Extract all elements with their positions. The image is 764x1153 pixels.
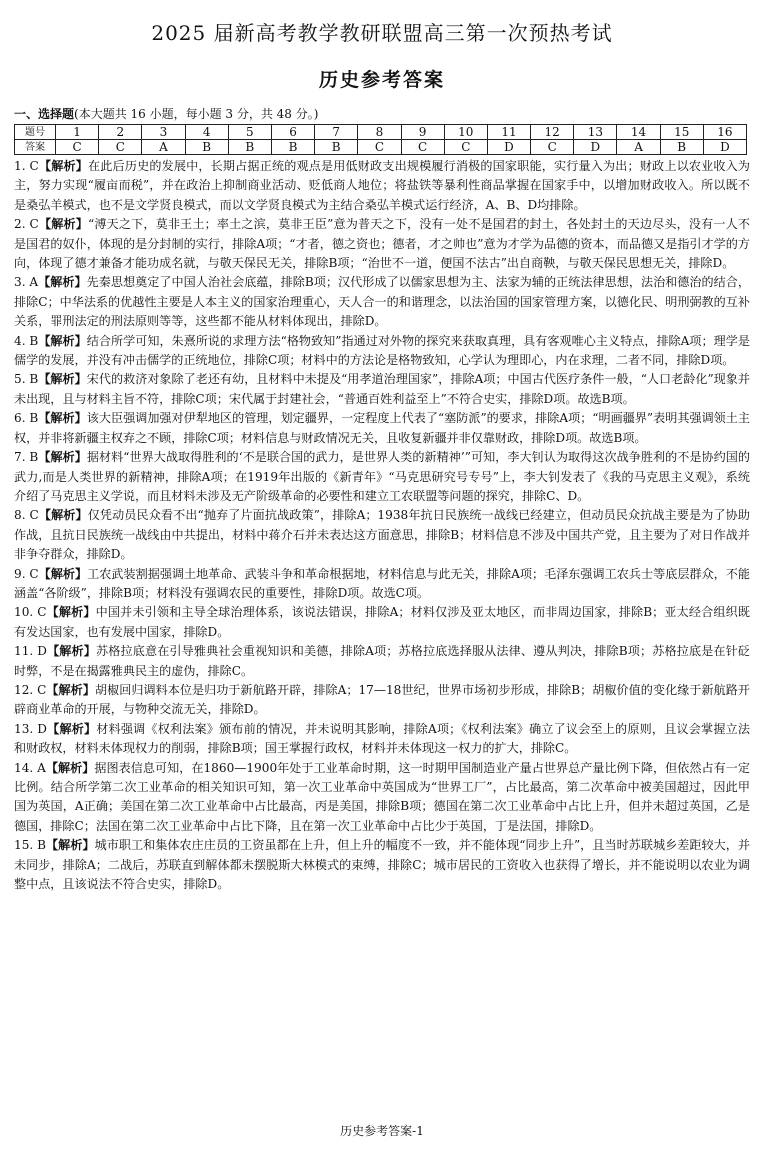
row-label-answer: 答案 — [15, 140, 56, 155]
explanation-item — [14, 720, 750, 759]
explanation-item — [14, 681, 750, 720]
item-number-answer: 8. C — [14, 508, 39, 523]
answer-cell: C — [358, 140, 401, 155]
analysis-text: 工农武装割据强调土地革命、武装斗争和革命根据地，材料信息与此无关，排除A项；毛泽东强调工农兵士等底层群众，不能涵盖“各阶级”，排除B项；材料没有强调农民的重要性，排除D项。故选C项。 — [14, 566, 750, 600]
analysis-tag: 【解析】 — [46, 721, 97, 736]
answer-cell: C — [531, 140, 574, 155]
question-number-cell: 9 — [401, 125, 444, 140]
question-number-cell: 14 — [617, 125, 660, 140]
exam-title: 2025 届新高考教学教研联盟高三第一次预热考试 — [151, 21, 613, 45]
analysis-tag: 【解析】 — [38, 372, 87, 387]
analysis-text: 在此后历史的发展中，长期占据正统的观点是用低财政支出规模履行消极的国家职能，实行量入为出；财政上以农业收入为主，努力实现“履亩而税”，并在政治上抑制商业活动、贬低商人地位；将盐铁等暴利性商品掌握在国家手中，以增加财政收入。所以既不是桑弘羊模式，也不是文学贤良模式，而以文学贤良模式为主结合桑弘羊模式运行经济，A、B、D均排除。 — [14, 159, 750, 212]
analysis-text: 宋代的救济对象除了老还有幼，且材料中未提及“用孝道治理国家”，排除A项；中国古代医疗条件一般，“人口老龄化”现象并未出现，且与材料主旨不符，排除C项；宋代属于封建社会，“普通百姓利益至上”不符合史实，排除D项。故选B项。 — [14, 372, 750, 406]
item-number-answer: 12. C — [14, 682, 47, 697]
explanation-item — [14, 759, 750, 837]
section-note: (本大题共 16 小题，每小题 3 分，共 48 分。) — [74, 107, 319, 121]
answer-cell: B — [185, 140, 228, 155]
answer-cell: B — [271, 140, 314, 155]
analysis-text: 结合所学可知，朱熹所说的求理方法“格物致知”指通过对外物的探究来获取真理，具有客观唯心主义特点，排除A项；理学是儒学的发展，并没有冲击儒学的正统地位，排除C项；材料中的方法论是格物致知，心学认为理即心，内在求理，二者不同，排除D项。 — [14, 333, 750, 368]
analysis-text: 苏格拉底意在引导雅典社会重视知识和美德，排除A项；苏格拉底选择服从法律、遵从判决，排除B项；苏格拉底是在针砭时弊，不是在揭露雅典民主的虚伪，排除C。 — [14, 644, 750, 678]
explanation-item — [14, 157, 750, 215]
question-number-cell: 8 — [358, 125, 401, 140]
analysis-tag: 【解析】 — [45, 760, 95, 775]
item-number-answer: 9. C — [14, 566, 39, 581]
analysis-tag: 【解析】 — [38, 159, 89, 173]
answer-cell: B — [228, 140, 271, 155]
answer-cell: B — [660, 140, 703, 155]
item-number-answer: 4. B — [14, 333, 39, 348]
analysis-text: 该大臣强调加强对伊犁地区的管理，划定疆界，一定程度上代表了“塞防派”的要求，排除A项；“明画疆界”表明其强调领土主权，并非将新疆主权弃之不顾，排除C项；材料信息与财政情况无关，且收复新疆并非仅靠财政，排除D项。故选B项。 — [14, 411, 750, 445]
analysis-tag: 【解析】 — [38, 275, 87, 290]
analysis-tag: 【解析】 — [46, 644, 97, 659]
answer-table — [14, 124, 747, 155]
question-number-cell: 5 — [228, 125, 271, 140]
analysis-text: 先秦思想奠定了中国人治社会底蕴，排除B项；汉代形成了以儒家思想为主、法家为辅的正统法律思想，法治和德治的结合，排除C；中华法系的优越性主要是人本主义的国家治理重心，天人合一的和谐理念，以法治国的国家管理方案，以德化民、明刑弼教的互补关系，罪刑法定的刑法原则等等，这些都不能从材料体现出，排除D。 — [14, 275, 751, 329]
analysis-text: 胡椒回归调料本位是归功于新航路开辟，排除A；17—18世纪，世界市场初步形成，排除B；胡椒价值的变化缘于新航路开辟商业革命的开展，与物种交流无关，排除D。 — [14, 682, 750, 717]
question-number-cell: 3 — [142, 125, 185, 140]
item-number-answer: 5. B — [14, 372, 39, 387]
question-number-cell: 7 — [315, 125, 358, 140]
question-number-cell: 2 — [99, 125, 142, 140]
item-number-answer: 15. B — [14, 838, 47, 853]
answer-cell: C — [56, 140, 99, 155]
analysis-text: 城市职工和集体农庄庄员的工资虽都在上升，但上升的幅度不一致，并不能体现“同步上升”，且当时苏联城乡差距较大，并未同步，排除A；二战后，苏联直到解体都未摆脱斯大林模式的束缚，排除C；城市居民的工资收入也获得了增长，并不能说明以农业为调整中点，且该说法不符合史实，排除D。 — [14, 838, 750, 892]
question-number-cell: 13 — [574, 125, 617, 140]
analysis-tag: 【解析】 — [38, 217, 88, 232]
item-number-answer: 2. C — [14, 217, 39, 232]
answer-cell: D — [574, 140, 617, 155]
answer-cell: B — [315, 140, 358, 155]
question-number-cell: 1 — [56, 125, 99, 140]
item-number-answer: 3. A — [14, 275, 39, 290]
question-number-cell: 12 — [531, 125, 574, 140]
question-number-cell: 15 — [660, 125, 703, 140]
analysis-text: 据材料“世界大战取得胜利的‘不是联合国的武力，是世界人类的新精神’”可知，李大钊认为取得这次战争胜利的不是协约国的武力,而是人类世界的新精神，排除A项；在1919年出版的《新青年》“马克思研究号专号”上，李大钊发表了《我的马克思主义观》，系统介绍了马克思主义学说，而且材料未涉及无产阶级革命的必要性和建立工农联盟等问题的探究，排除C、D。 — [14, 450, 750, 503]
analysis-text: “溥天之下，莫非王土；率土之滨，莫非王臣”意为普天之下，没有一处不是国君的封土，各处封土的天边尽头，没有一人不是国君的奴仆，体现的是分封制的实行，排除A项；“才者，德之资也；德者，才之帅也”意为才学为品德的资本，而品德又是指引才学的方向，体现了德才兼备才能功成名就，与敬天保民无关，排除B项；“治世不一道，便国不法古”出自商鞅，与敬天保民思想无关，排除D。 — [14, 217, 750, 271]
section-title: 一、选择题 — [14, 107, 75, 121]
question-number-cell: 16 — [703, 125, 746, 140]
explanation-item — [14, 506, 750, 564]
question-number-cell: 11 — [487, 125, 530, 140]
answer-subtitle: 历史参考答案 — [318, 69, 445, 91]
analysis-text: 仅凭动员民众看不出“抛弃了片面抗战政策”，排除A；1938年抗日民族统一战线已经建立，但动员民众抗战主要是为了协助作战，且抗日民族统一战线由中共提出，材料中蒋介石并未表达这方面意思，排除B；材料信息不涉及中国共产党，且主要为了对日作战并非争夺群众，排除D。 — [14, 508, 750, 562]
item-number-answer: 13. D — [14, 721, 47, 736]
explanation-item — [14, 370, 750, 409]
explanation-item — [14, 565, 750, 604]
question-number-cell: 6 — [271, 125, 314, 140]
answer-cell: C — [444, 140, 487, 155]
page-footer: 历史参考答案-1 — [340, 1124, 424, 1138]
explanation-item — [14, 215, 750, 273]
answer-cell: C — [401, 140, 444, 155]
answer-cell: A — [617, 140, 660, 155]
item-number-answer: 7. B — [14, 450, 39, 465]
analysis-tag: 【解析】 — [38, 411, 87, 426]
explanation-item — [14, 642, 750, 681]
analysis-tag: 【解析】 — [38, 508, 88, 523]
analysis-tag: 【解析】 — [38, 566, 88, 581]
explanation-item — [14, 273, 750, 331]
analysis-tag: 【解析】 — [46, 682, 95, 697]
analysis-text: 材料强调《权利法案》颁布前的情况，并未说明其影响，排除A项；《权利法案》确立了议会至上的原则，且议会掌握立法和财政权，材料未体现权力的削弱，排除B项；国王掌握行政权，材料并未体现这一权力的扩大，排除C。 — [14, 721, 750, 756]
answer-cell: D — [487, 140, 530, 155]
analysis-text: 中国并未引领和主导全球治理体系，该说法错误，排除A；材料仅涉及亚太地区，而非周边国家，排除B；亚太经合组织既有发达国家，也有发展中国家，排除D。 — [14, 605, 750, 639]
item-number-answer: 6. B — [14, 411, 39, 426]
answer-row — [15, 140, 747, 155]
question-number-cell: 4 — [185, 125, 228, 140]
answer-cell: A — [142, 140, 185, 155]
answer-cell: D — [703, 140, 746, 155]
analysis-tag: 【解析】 — [38, 333, 87, 348]
analysis-text: 据图表信息可知，在1860—1900年处于工业革命时期，这一时期甲国制造业产量占世界总产量比例下降，但依然占有一定比例。结合所学第二次工业革命的相关知识可知，第一次工业革命中英国成为“世界工厂”，占比最高，第二次革命中被美国超过，因此甲国为英国，A正确；美国在第二次工业革命中占比最高，丙是美国，排除B项；德国在第二次工业革命中占比上升，但并未超过英国，乙是德国，排除C；法国在第二次工业革命中占比下降，且在第一次工业革命中占比少于英国，丁是法国，排除D。 — [14, 760, 750, 833]
explanation-item — [14, 332, 750, 371]
analysis-tag: 【解析】 — [46, 838, 95, 853]
question-number-row — [15, 125, 747, 140]
explanation-item — [14, 603, 750, 642]
item-number-answer: 1. C — [14, 159, 39, 173]
item-number-answer: 11. D — [14, 644, 47, 659]
item-number-answer: 10. C — [14, 605, 47, 620]
item-number-answer: 14. A — [14, 760, 46, 775]
row-label-number: 题号 — [15, 125, 56, 140]
analysis-tag: 【解析】 — [38, 450, 87, 465]
explanation-item — [14, 836, 750, 894]
explanation-list — [14, 157, 750, 894]
explanation-item — [14, 448, 750, 506]
answer-cell: C — [99, 140, 142, 155]
analysis-tag: 【解析】 — [46, 605, 96, 620]
explanation-item — [14, 409, 750, 448]
question-number-cell: 10 — [444, 125, 487, 140]
section-heading — [14, 106, 750, 122]
answer-page — [14, 0, 750, 894]
